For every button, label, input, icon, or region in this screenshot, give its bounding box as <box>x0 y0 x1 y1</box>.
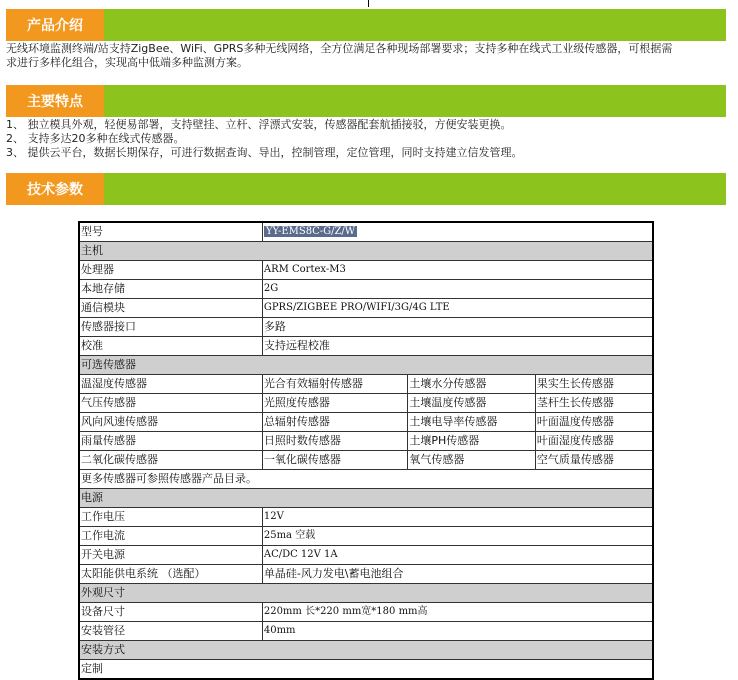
sensor-cell: 气压传感器 <box>79 394 262 413</box>
spec-value: 220mm 长*220 mm宽*180 mm高 <box>262 603 653 622</box>
spec-value: 40mm <box>262 622 653 641</box>
spec-value: ARM Cortex-M3 <box>262 261 653 280</box>
model-value: YY-EMS8C-G/Z/W <box>265 226 356 237</box>
sensor-cell: 日照时数传感器 <box>262 432 407 451</box>
sensor-cell: 光合有效辐射传感器 <box>262 375 407 394</box>
table-row <box>79 508 653 527</box>
sensor-cell: 果实生长传感器 <box>535 375 653 394</box>
section-bar-features <box>6 85 726 117</box>
section-title-specs: 技术参数 <box>6 173 104 205</box>
spec-label: 开关电源 <box>79 546 262 565</box>
intro-line: 无线环境监测终端/站支持ZigBee、WiFi、GPRS多种无线网络，全方位满足各种现场部署要求；支持多种在线式工业级传感器，可根据需 <box>6 42 673 55</box>
group-header-row <box>79 356 653 375</box>
sensor-cell: 氧气传感器 <box>408 451 536 470</box>
sensor-cell: 土壤电导率传感器 <box>408 413 536 432</box>
spec-label: 传感器接口 <box>79 318 262 337</box>
sensor-row <box>79 451 653 470</box>
spec-label: 处理器 <box>79 261 262 280</box>
intro-paragraph <box>6 42 728 70</box>
section-bar-specs <box>6 173 726 205</box>
table-row <box>79 603 653 622</box>
spec-label: 安装管径 <box>79 622 262 641</box>
spec-label: 本地存储 <box>79 280 262 299</box>
table-row <box>79 318 653 337</box>
sensor-row <box>79 394 653 413</box>
sensor-row <box>79 432 653 451</box>
top-divider-line <box>368 0 369 7</box>
spec-label: 工作电压 <box>79 508 262 527</box>
table-row <box>79 299 653 318</box>
sensor-cell: 土壤PH传感器 <box>408 432 536 451</box>
table-row <box>79 261 653 280</box>
group-header-row <box>79 242 653 261</box>
sensor-row <box>79 375 653 394</box>
spec-table <box>78 221 654 680</box>
table-row <box>79 565 653 584</box>
spec-value: 25ma 空载 <box>262 527 653 546</box>
sensor-cell: 土壤水分传感器 <box>408 375 536 394</box>
spec-value <box>262 222 653 242</box>
group-title: 主机 <box>79 242 653 261</box>
spec-value: 支持远程校准 <box>262 337 653 356</box>
group-header-row <box>79 641 653 660</box>
group-header-row <box>79 489 653 508</box>
sensor-cell: 温湿度传感器 <box>79 375 262 394</box>
sensor-cell: 空气质量传感器 <box>535 451 653 470</box>
group-title: 外观尺寸 <box>79 584 653 603</box>
section-title-features: 主要特点 <box>6 85 104 117</box>
table-row <box>79 622 653 641</box>
table-row <box>79 470 653 489</box>
sensor-cell: 二氧化碳传感器 <box>79 451 262 470</box>
sensor-cell: 叶面温度传感器 <box>535 413 653 432</box>
spec-value: 2G <box>262 280 653 299</box>
spec-value: 12V <box>262 508 653 527</box>
spec-label: 太阳能供电系统 （选配） <box>79 565 262 584</box>
sensor-cell: 茎杆生长传感器 <box>535 394 653 413</box>
sensor-cell: 风向风速传感器 <box>79 413 262 432</box>
spec-label: 工作电流 <box>79 527 262 546</box>
sensor-row <box>79 413 653 432</box>
sensor-cell: 土壤温度传感器 <box>408 394 536 413</box>
group-title: 安装方式 <box>79 641 653 660</box>
spec-value: GPRS/ZIGBEE PRO/WIFI/3G/4G LTE <box>262 299 653 318</box>
sensor-cell: 叶面湿度传感器 <box>535 432 653 451</box>
section-title-intro: 产品介绍 <box>6 9 104 41</box>
group-header-row <box>79 584 653 603</box>
features-list <box>6 118 728 160</box>
spec-label: 设备尺寸 <box>79 603 262 622</box>
section-bar-intro <box>6 9 726 41</box>
spec-value: AC/DC 12V 1A <box>262 546 653 565</box>
spec-value: 多路 <box>262 318 653 337</box>
table-row <box>79 222 653 242</box>
spec-label: 型号 <box>79 222 262 242</box>
feature-item: 1、 独立模具外观，轻便易部署，支持壁挂、立杆、浮漂式安装，传感器配套航插接驳，方便安装更换。 <box>6 118 512 131</box>
sensor-cell: 一氧化碳传感器 <box>262 451 407 470</box>
intro-line: 求进行多样化组合，实现高中低端多种监测方案。 <box>6 56 248 69</box>
group-title: 电源 <box>79 489 653 508</box>
table-row <box>79 280 653 299</box>
spec-label: 通信模块 <box>79 299 262 318</box>
table-row <box>79 660 653 680</box>
spec-label: 校准 <box>79 337 262 356</box>
spec-value: 单晶硅-风力发电\蓄电池组合 <box>262 565 653 584</box>
sensor-cell: 光照度传感器 <box>262 394 407 413</box>
sensor-cell: 总辐射传感器 <box>262 413 407 432</box>
table-row <box>79 546 653 565</box>
sensor-cell: 雨量传感器 <box>79 432 262 451</box>
group-title: 可选传感器 <box>79 356 653 375</box>
table-row <box>79 337 653 356</box>
feature-item: 2、 支持多达20多种在线式传感器。 <box>6 132 185 145</box>
table-row <box>79 527 653 546</box>
feature-item: 3、 提供云平台，数据长期保存，可进行数据查询、导出，控制管理，定位管理，同时支持建立信发管理。 <box>6 146 523 159</box>
install-value: 定制 <box>79 660 653 680</box>
sensor-note: 更多传感器可参照传感器产品目录。 <box>79 470 653 489</box>
